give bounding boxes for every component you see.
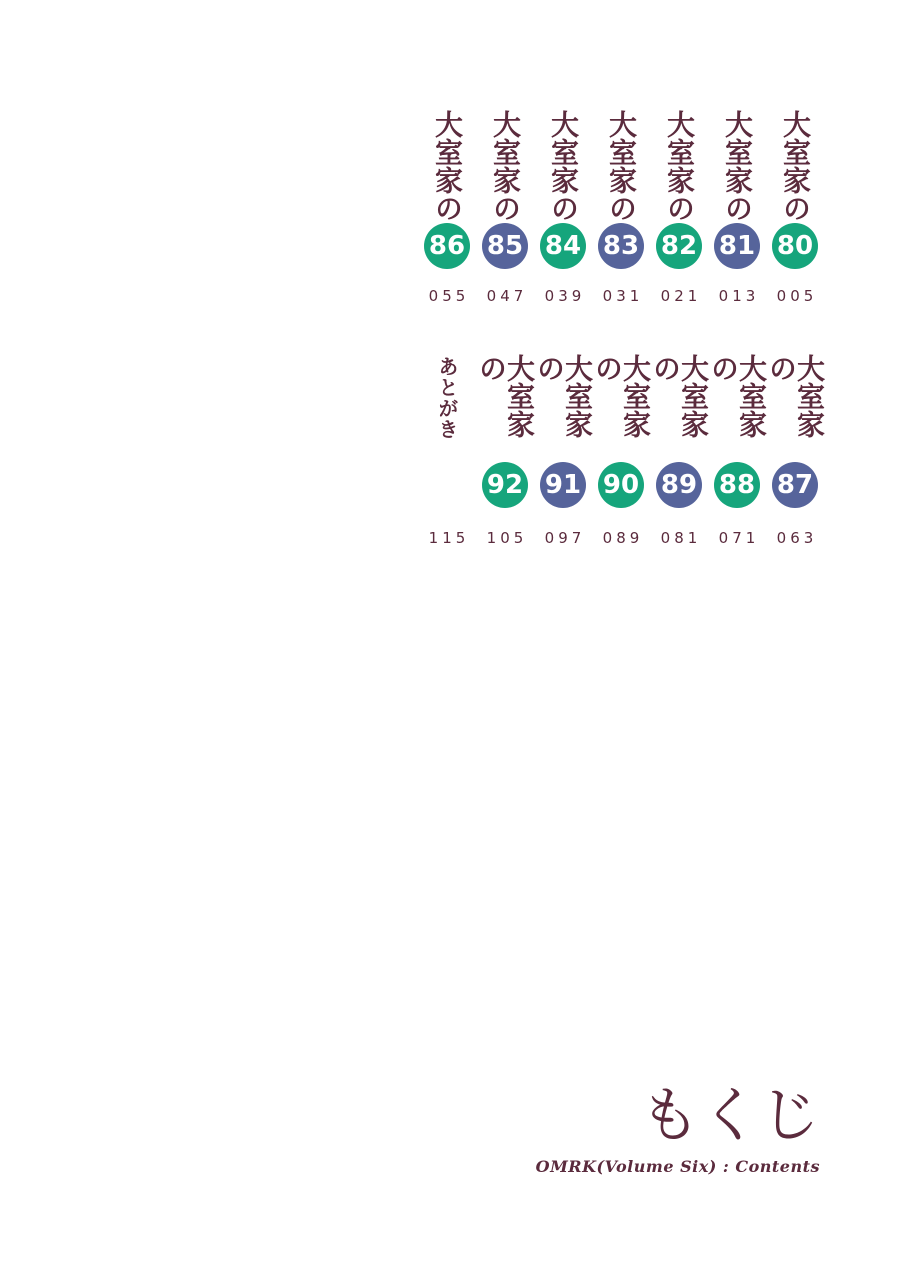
chapter-column (476, 354, 534, 547)
chapter-column (766, 354, 824, 547)
chapter-column (766, 110, 824, 305)
chapter-number-badge: 80 (772, 223, 818, 269)
page-number: 115 (428, 529, 470, 547)
afterword-column (418, 354, 476, 547)
page-number: 063 (776, 529, 818, 547)
chapter-title: 大室家の (489, 110, 522, 222)
contents-title: もくじ (640, 1081, 820, 1151)
chapter-column (476, 110, 534, 305)
chapter-column (650, 110, 708, 305)
chapter-column (708, 354, 766, 547)
chapter-column (534, 354, 592, 547)
chapter-column (650, 354, 708, 547)
page-number: 105 (486, 529, 528, 547)
chapter-number-badge: 81 (714, 223, 760, 269)
chapter-number-badge: 86 (424, 223, 470, 269)
chapter-number-badge: 82 (656, 223, 702, 269)
chapter-column (708, 110, 766, 305)
toc-row-2 (418, 354, 824, 547)
chapter-column (592, 110, 650, 305)
page-number: 005 (776, 287, 818, 305)
chapter-number-badge: 88 (714, 462, 760, 508)
page-number: 013 (718, 287, 760, 305)
page-number: 031 (602, 287, 644, 305)
page-number: 039 (544, 287, 586, 305)
chapter-title: 大室家の (779, 110, 812, 222)
chapter-title: 大室家の (431, 110, 464, 222)
chapter-column (534, 110, 592, 305)
chapter-number-badge: 92 (482, 462, 528, 508)
chapter-number-badge: 83 (598, 223, 644, 269)
chapter-title: 大室家の (765, 354, 826, 438)
chapter-number-badge: 84 (540, 223, 586, 269)
contents-footer (536, 1082, 820, 1176)
chapter-title: 大室家の (605, 110, 638, 222)
chapter-title: 大室家の (663, 110, 696, 222)
toc-row-1 (418, 110, 824, 305)
chapter-number-badge: 91 (540, 462, 586, 508)
page-number: 071 (718, 529, 760, 547)
chapter-number-badge: 87 (772, 462, 818, 508)
chapter-title: 大室家の (707, 354, 768, 438)
chapter-column (592, 354, 650, 547)
chapter-title: 大室家の (649, 354, 710, 438)
chapter-column (418, 110, 476, 305)
afterword-label: あとがき (435, 356, 459, 440)
contents-subtitle: OMRK(Volume Six) : Contents (535, 1157, 820, 1176)
chapter-title: 大室家の (475, 354, 536, 438)
chapter-title: 大室家の (547, 110, 580, 222)
page-number: 047 (486, 287, 528, 305)
chapter-number-badge: 85 (482, 223, 528, 269)
chapter-title: 大室家の (533, 354, 594, 438)
chapter-title: 大室家の (591, 354, 652, 438)
page-number: 089 (602, 529, 644, 547)
page-number: 081 (660, 529, 702, 547)
chapter-number-badge: 89 (656, 462, 702, 508)
page-number: 055 (428, 287, 470, 305)
chapter-title: 大室家の (721, 110, 754, 222)
chapter-number-badge: 90 (598, 462, 644, 508)
page-number: 021 (660, 287, 702, 305)
page-number: 097 (544, 529, 586, 547)
